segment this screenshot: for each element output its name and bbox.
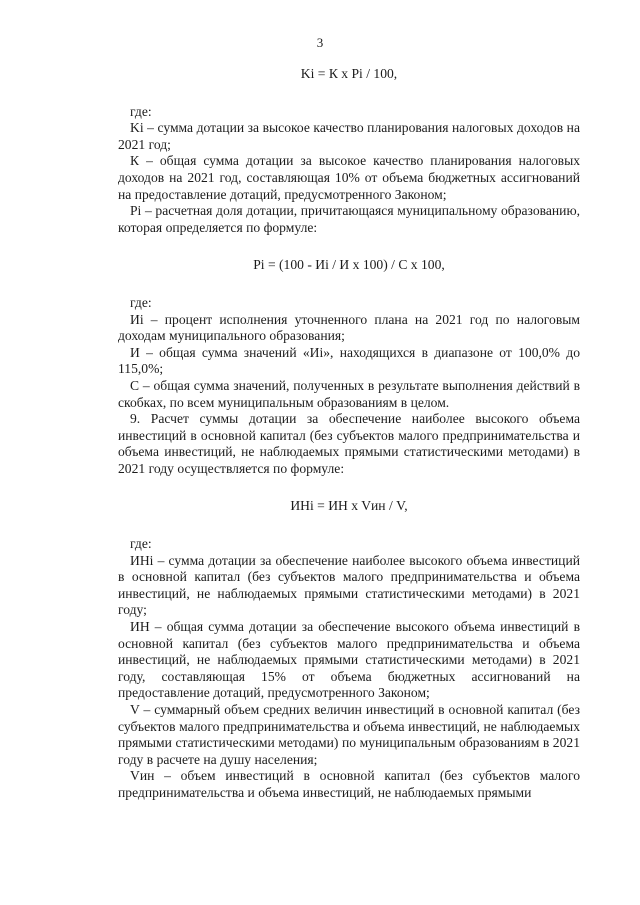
formula-ini: ИНi = ИН x Vин / V, [290,498,408,514]
formula-ki: Ki = К x Pi / 100, [300,66,398,81]
formula-pi: Pi = (100 - Иi / И x 100) / C x 100, [253,257,445,273]
spacer [118,274,580,295]
spacer [118,515,580,536]
definition-vin: Vин – объем инвестиций в основной капитал (без субъектов малого предпринимательства и объема инвестиций, не наблюдаемых прямыми [118,768,580,800]
page-number: 3 [316,35,324,50]
definition-pi: Pi – расчетная доля дотации, причитающаяся муниципальному образованию, которая определяется по формуле: [118,203,580,235]
definition-i: И – общая сумма значений «Иi», находящихся в диапазоне от 100,0% до 115,0%; [118,344,580,377]
where-label: где: [130,103,152,119]
definition-k: К – общая сумма дотации за высокое качество планирования налоговых доходов на 2021 год, составляющая 10% от объема бюджетных ассигнований на предоставление дотаций, предусмотренного Законом; [118,153,580,202]
where-label: где: [130,536,152,552]
spacer [118,83,580,104]
where-label: где: [130,294,152,310]
spacer [118,236,580,257]
definition-ki: Ki – сумма дотации за высокое качество планирования налоговых доходов на 2021 год; [118,120,580,152]
definition-c: С – общая сумма значений, полученных в результате выполнения действий в скобках, по всем муниципальным образованиям в целом. [118,377,580,410]
document-body [118,66,580,802]
definition-in: ИН – общая сумма дотации за обеспечение высокого объема инвестиций в основной капитал (без субъектов малого предпринимательства и объема инвестиций, не наблюдаемых прямыми статистическими методами) в 2021 году, составляющая 15% от объема бюджетных ассигнований на предоставление дотаций, предусмотренного Законом; [118,619,580,701]
definition-v: V – суммарный объем средних величин инвестиций в основной капитал (без субъектов малого предпринимательства и объема инвестиций, не наблюдаемых прямыми статистическими методами) по муниципальным образованиям в 2021 году в расчете на душу населения; [118,702,580,767]
definition-ii: Иi – процент исполнения уточненного плана на 2021 год по налоговым доходам муниципального образования; [118,311,580,344]
spacer [118,477,580,498]
definition-ini: ИНi – сумма дотации за обеспечение наиболее высокого объема инвестиций в основной капитал (без субъектов малого предпринимательства и объема инвестиций, не наблюдаемых прямыми статистическими методами) в 2021 году; [118,552,580,618]
section-9: 9. Расчет суммы дотации за обеспечение наиболее высокого объема инвестиций в основной капитал (без субъектов малого предпринимательства и объема инвестиций, не наблюдаемых прямыми статистическими методами) в 2021 году осуществляется по формуле: [118,411,580,476]
